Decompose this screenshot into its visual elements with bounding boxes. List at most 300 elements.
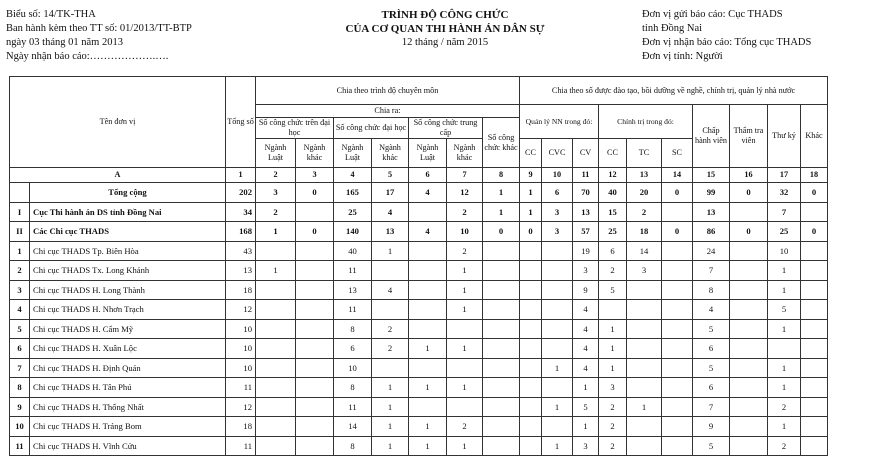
- value-cell: 0: [296, 222, 334, 242]
- value-cell: 3: [573, 436, 599, 456]
- value-cell: 5: [693, 358, 730, 378]
- total-cell: 202: [226, 183, 256, 203]
- value-cell: [662, 280, 693, 300]
- value-cell: [447, 397, 483, 417]
- value-cell: 0: [296, 183, 334, 203]
- header-left: [6, 8, 192, 64]
- value-cell: [256, 280, 296, 300]
- value-cell: [662, 300, 693, 320]
- value-cell: 4: [372, 202, 409, 222]
- value-cell: [801, 241, 828, 261]
- value-cell: [483, 339, 520, 359]
- value-cell: 6: [693, 378, 730, 398]
- value-cell: [542, 417, 573, 437]
- value-cell: 4: [573, 358, 599, 378]
- value-cell: [801, 436, 828, 456]
- value-cell: 2: [599, 417, 627, 437]
- column-code: 11: [573, 168, 599, 183]
- table-row: [10, 436, 828, 456]
- value-cell: [520, 319, 542, 339]
- value-cell: [256, 378, 296, 398]
- value-cell: 2: [447, 202, 483, 222]
- value-cell: 4: [573, 319, 599, 339]
- column-code: 3: [296, 168, 334, 183]
- row-index: 3: [10, 280, 30, 300]
- value-cell: [296, 358, 334, 378]
- value-cell: 25: [768, 222, 801, 242]
- value-cell: [520, 300, 542, 320]
- value-cell: 140: [334, 222, 372, 242]
- value-cell: [730, 280, 768, 300]
- column-code: 12: [599, 168, 627, 183]
- table-row: [10, 280, 828, 300]
- row-index: 9: [10, 397, 30, 417]
- value-cell: 9: [693, 417, 730, 437]
- column-code: 1: [226, 168, 256, 183]
- value-cell: [662, 202, 693, 222]
- value-cell: 1: [599, 319, 627, 339]
- column-code: 5: [372, 168, 409, 183]
- value-cell: 1: [542, 436, 573, 456]
- value-cell: 1: [768, 280, 801, 300]
- unit-of-measure: Đơn vị tính: Người: [642, 51, 723, 62]
- value-cell: 1: [447, 436, 483, 456]
- report-table: [9, 76, 828, 456]
- value-cell: 1: [409, 378, 447, 398]
- value-cell: [730, 261, 768, 281]
- value-cell: 1: [256, 222, 296, 242]
- total-cell: 10: [226, 319, 256, 339]
- value-cell: 25: [334, 202, 372, 222]
- row-index: 10: [10, 417, 30, 437]
- row-index: 7: [10, 358, 30, 378]
- value-cell: [730, 300, 768, 320]
- table-row: [10, 397, 828, 417]
- value-cell: 4: [693, 300, 730, 320]
- column-code: 14: [662, 168, 693, 183]
- col-header-group1: Chia theo trình độ chuyên môn: [256, 77, 520, 105]
- column-code: 16: [730, 168, 768, 183]
- value-cell: 1: [573, 417, 599, 437]
- value-cell: [256, 319, 296, 339]
- value-cell: 6: [599, 241, 627, 261]
- value-cell: [409, 397, 447, 417]
- total-cell: 11: [226, 378, 256, 398]
- value-cell: [520, 241, 542, 261]
- col-header-qlnn: Quản lý NN trong đó:: [520, 105, 599, 139]
- value-cell: [542, 378, 573, 398]
- col-header-univ: Số công chức đại học: [334, 118, 409, 139]
- table-row: [10, 339, 828, 359]
- value-cell: [801, 319, 828, 339]
- value-cell: 1: [447, 378, 483, 398]
- value-cell: [801, 339, 828, 359]
- value-cell: 1: [599, 358, 627, 378]
- col-header-khac: Ngành khác: [447, 139, 483, 168]
- value-cell: [483, 358, 520, 378]
- value-cell: [520, 378, 542, 398]
- table-row: [10, 417, 828, 437]
- value-cell: 1: [520, 202, 542, 222]
- value-cell: 3: [627, 261, 662, 281]
- value-cell: 0: [520, 222, 542, 242]
- value-cell: [296, 417, 334, 437]
- value-cell: 1: [483, 202, 520, 222]
- value-cell: 17: [372, 183, 409, 203]
- col-header-total: Tổng số: [226, 77, 256, 168]
- column-code: 15: [693, 168, 730, 183]
- value-cell: [730, 378, 768, 398]
- report-title-1: TRÌNH ĐỘ CÔNG CHỨC: [381, 9, 509, 21]
- table-row: [10, 319, 828, 339]
- value-cell: 1: [447, 300, 483, 320]
- total-cell: 43: [226, 241, 256, 261]
- value-cell: 4: [372, 280, 409, 300]
- value-cell: [627, 378, 662, 398]
- value-cell: [730, 319, 768, 339]
- column-code: 7: [447, 168, 483, 183]
- value-cell: 14: [627, 241, 662, 261]
- value-cell: [256, 241, 296, 261]
- col-header-cc: CC: [599, 139, 627, 168]
- value-cell: 6: [542, 183, 573, 203]
- column-code: 4: [334, 168, 372, 183]
- value-cell: 1: [372, 378, 409, 398]
- value-cell: [730, 397, 768, 417]
- value-cell: 3: [542, 202, 573, 222]
- column-code: 18: [801, 168, 828, 183]
- value-cell: [662, 358, 693, 378]
- value-cell: 25: [599, 222, 627, 242]
- row-index: 6: [10, 339, 30, 359]
- value-cell: 13: [693, 202, 730, 222]
- unit-name: Chi cục THADS Tp. Biên Hòa: [30, 241, 226, 261]
- value-cell: 3: [573, 261, 599, 281]
- value-cell: 13: [573, 202, 599, 222]
- value-cell: 5: [693, 319, 730, 339]
- value-cell: [801, 202, 828, 222]
- value-cell: [520, 436, 542, 456]
- value-cell: 4: [409, 222, 447, 242]
- sender-unit: Đơn vị gửi báo cáo: Cục THADS: [642, 9, 783, 20]
- value-cell: [662, 378, 693, 398]
- value-cell: [483, 319, 520, 339]
- table-row: [10, 241, 828, 261]
- value-cell: [730, 202, 768, 222]
- value-cell: [730, 417, 768, 437]
- total-cell: 18: [226, 417, 256, 437]
- unit-name: Chi cục THADS H. Nhơn Trạch: [30, 300, 226, 320]
- value-cell: [627, 319, 662, 339]
- value-cell: [801, 300, 828, 320]
- value-cell: 4: [409, 183, 447, 203]
- column-code: 6: [409, 168, 447, 183]
- value-cell: 0: [801, 222, 828, 242]
- value-cell: [447, 358, 483, 378]
- value-cell: 1: [372, 241, 409, 261]
- value-cell: [520, 261, 542, 281]
- value-cell: [296, 300, 334, 320]
- value-cell: 3: [256, 183, 296, 203]
- col-header-unit: Tên đơn vị: [10, 77, 226, 168]
- total-cell: 18: [226, 280, 256, 300]
- value-cell: [409, 241, 447, 261]
- value-cell: [520, 358, 542, 378]
- sender-unit-cont: tỉnh Đồng Nai: [642, 23, 703, 34]
- value-cell: 0: [730, 183, 768, 203]
- value-cell: [542, 339, 573, 359]
- row-index: 5: [10, 319, 30, 339]
- value-cell: [627, 358, 662, 378]
- col-header-ttv: Thẩm tra viên: [730, 105, 768, 168]
- value-cell: 19: [573, 241, 599, 261]
- value-cell: 2: [447, 417, 483, 437]
- value-cell: [520, 280, 542, 300]
- value-cell: [801, 417, 828, 437]
- value-cell: [801, 397, 828, 417]
- value-cell: [409, 280, 447, 300]
- col-header-luat: Ngành Luật: [409, 139, 447, 168]
- value-cell: [256, 417, 296, 437]
- value-cell: 6: [334, 339, 372, 359]
- circular-ref: Ban hành kèm theo TT số: 01/2013/TT-BTP: [6, 23, 192, 34]
- value-cell: 1: [447, 261, 483, 281]
- value-cell: 0: [483, 222, 520, 242]
- table-row: [10, 378, 828, 398]
- value-cell: 9: [573, 280, 599, 300]
- value-cell: 2: [372, 339, 409, 359]
- value-cell: 1: [372, 397, 409, 417]
- value-cell: [296, 261, 334, 281]
- row-index: II: [10, 222, 30, 242]
- value-cell: 0: [730, 222, 768, 242]
- value-cell: 1: [409, 436, 447, 456]
- value-cell: 1: [447, 280, 483, 300]
- value-cell: [256, 436, 296, 456]
- value-cell: 1: [542, 397, 573, 417]
- total-cell: 11: [226, 436, 256, 456]
- value-cell: [447, 319, 483, 339]
- value-cell: 4: [573, 339, 599, 359]
- value-cell: 24: [693, 241, 730, 261]
- value-cell: 2: [768, 436, 801, 456]
- value-cell: 86: [693, 222, 730, 242]
- col-header-tk: Thư ký: [768, 105, 801, 168]
- header-right: [642, 8, 811, 64]
- value-cell: 1: [627, 397, 662, 417]
- value-cell: 3: [542, 222, 573, 242]
- value-cell: [483, 378, 520, 398]
- row-index: 1: [10, 241, 30, 261]
- unit-name: Chi cục THADS H. Long Thành: [30, 280, 226, 300]
- value-cell: 6: [693, 339, 730, 359]
- unit-name: Cục Thi hành án DS tỉnh Đồng Nai: [30, 202, 226, 222]
- value-cell: [409, 319, 447, 339]
- value-cell: 2: [599, 436, 627, 456]
- value-cell: [296, 397, 334, 417]
- value-cell: [662, 417, 693, 437]
- col-header-ct: Chính trị trong đó:: [599, 105, 693, 139]
- value-cell: 11: [334, 397, 372, 417]
- value-cell: 8: [334, 378, 372, 398]
- value-cell: 5: [599, 280, 627, 300]
- row-index: 8: [10, 378, 30, 398]
- total-cell: 12: [226, 300, 256, 320]
- value-cell: 2: [599, 397, 627, 417]
- value-cell: [520, 417, 542, 437]
- value-cell: [662, 261, 693, 281]
- value-cell: [409, 261, 447, 281]
- column-code: A: [10, 168, 226, 183]
- table-row: [10, 300, 828, 320]
- col-header-group2: Chia theo số được đào tạo, bồi dưỡng về nghề, chính trị, quản lý nhà nước: [520, 77, 828, 105]
- value-cell: [730, 241, 768, 261]
- value-cell: 2: [372, 319, 409, 339]
- value-cell: 7: [693, 261, 730, 281]
- value-cell: [627, 436, 662, 456]
- value-cell: 1: [542, 358, 573, 378]
- value-cell: [296, 241, 334, 261]
- total-cell: 34: [226, 202, 256, 222]
- value-cell: [256, 339, 296, 359]
- value-cell: 1: [573, 378, 599, 398]
- value-cell: [768, 339, 801, 359]
- circular-date: ngày 03 tháng 01 năm 2013: [6, 37, 123, 48]
- value-cell: 10: [334, 358, 372, 378]
- form-number: Biểu số: 14/TK-THA: [6, 9, 96, 20]
- value-cell: [409, 358, 447, 378]
- value-cell: 11: [334, 300, 372, 320]
- value-cell: [256, 397, 296, 417]
- header-center: [300, 8, 590, 50]
- value-cell: [296, 280, 334, 300]
- col-header-cv: CV: [573, 139, 599, 168]
- unit-name: Chi cục THADS H. Tân Phú: [30, 378, 226, 398]
- col-header-sc: SC: [662, 139, 693, 168]
- value-cell: 1: [372, 417, 409, 437]
- value-cell: [662, 339, 693, 359]
- table-row: [10, 183, 828, 203]
- col-header-chiara: Chia ra:: [256, 105, 520, 118]
- unit-name: Chi cục THADS H. Trảng Bom: [30, 417, 226, 437]
- value-cell: 20: [627, 183, 662, 203]
- value-cell: [542, 300, 573, 320]
- report-title-2: CỦA CƠ QUAN THI HÀNH ÁN DÂN SỰ: [345, 23, 545, 35]
- value-cell: [627, 280, 662, 300]
- value-cell: [599, 300, 627, 320]
- col-header-tc: TC: [627, 139, 662, 168]
- value-cell: 2: [627, 202, 662, 222]
- value-cell: [483, 280, 520, 300]
- col-header-post: Số công chức trên đại học: [256, 118, 334, 139]
- value-cell: 4: [573, 300, 599, 320]
- total-cell: 10: [226, 339, 256, 359]
- value-cell: [483, 397, 520, 417]
- received-date: Ngày nhận báo cáo:……………….….: [6, 51, 169, 62]
- row-index: 2: [10, 261, 30, 281]
- row-index: [10, 183, 30, 203]
- column-code: 9: [520, 168, 542, 183]
- value-cell: 1: [768, 261, 801, 281]
- value-cell: [801, 280, 828, 300]
- value-cell: 2: [599, 261, 627, 281]
- col-header-khac: Ngành khác: [372, 139, 409, 168]
- value-cell: [801, 358, 828, 378]
- value-cell: 57: [573, 222, 599, 242]
- column-code: 2: [256, 168, 296, 183]
- value-cell: [801, 378, 828, 398]
- value-cell: [627, 417, 662, 437]
- report-period: 12 tháng / năm 2015: [401, 37, 489, 48]
- value-cell: 70: [573, 183, 599, 203]
- unit-name: Chi cục THADS Tx. Long Khánh: [30, 261, 226, 281]
- value-cell: 13: [334, 280, 372, 300]
- value-cell: [627, 339, 662, 359]
- value-cell: [662, 241, 693, 261]
- value-cell: [801, 261, 828, 281]
- col-header-cc: CC: [520, 139, 542, 168]
- value-cell: [542, 280, 573, 300]
- value-cell: [372, 300, 409, 320]
- value-cell: 32: [768, 183, 801, 203]
- value-cell: [296, 378, 334, 398]
- value-cell: 8: [334, 319, 372, 339]
- value-cell: 1: [409, 339, 447, 359]
- value-cell: 8: [693, 280, 730, 300]
- value-cell: 10: [768, 241, 801, 261]
- row-index: 11: [10, 436, 30, 456]
- value-cell: 40: [334, 241, 372, 261]
- value-cell: 1: [768, 358, 801, 378]
- value-cell: [730, 358, 768, 378]
- value-cell: 1: [372, 436, 409, 456]
- value-cell: [662, 319, 693, 339]
- col-header-khac: Ngành khác: [296, 139, 334, 168]
- row-index: 4: [10, 300, 30, 320]
- column-code: 13: [627, 168, 662, 183]
- value-cell: 1: [768, 417, 801, 437]
- unit-name: Tổng cộng: [30, 183, 226, 203]
- value-cell: [542, 319, 573, 339]
- value-cell: [483, 261, 520, 281]
- value-cell: 165: [334, 183, 372, 203]
- value-cell: [296, 339, 334, 359]
- value-cell: 11: [334, 261, 372, 281]
- value-cell: 1: [599, 339, 627, 359]
- col-header-kh: Khác: [801, 105, 828, 168]
- value-cell: 0: [801, 183, 828, 203]
- value-cell: [542, 261, 573, 281]
- value-cell: [483, 417, 520, 437]
- value-cell: [730, 339, 768, 359]
- value-cell: 40: [599, 183, 627, 203]
- value-cell: [256, 300, 296, 320]
- value-cell: 5: [768, 300, 801, 320]
- value-cell: 1: [483, 183, 520, 203]
- value-cell: 99: [693, 183, 730, 203]
- table-row: [10, 222, 828, 242]
- unit-name: Các Chi cục THADS: [30, 222, 226, 242]
- value-cell: 1: [409, 417, 447, 437]
- table-row: [10, 261, 828, 281]
- value-cell: 2: [256, 202, 296, 222]
- value-cell: [627, 300, 662, 320]
- total-cell: 12: [226, 397, 256, 417]
- col-header-mid: Số công chức trung cấp: [409, 118, 483, 139]
- value-cell: 5: [573, 397, 599, 417]
- col-header-other: Số công chức khác: [483, 118, 520, 168]
- value-cell: 1: [768, 378, 801, 398]
